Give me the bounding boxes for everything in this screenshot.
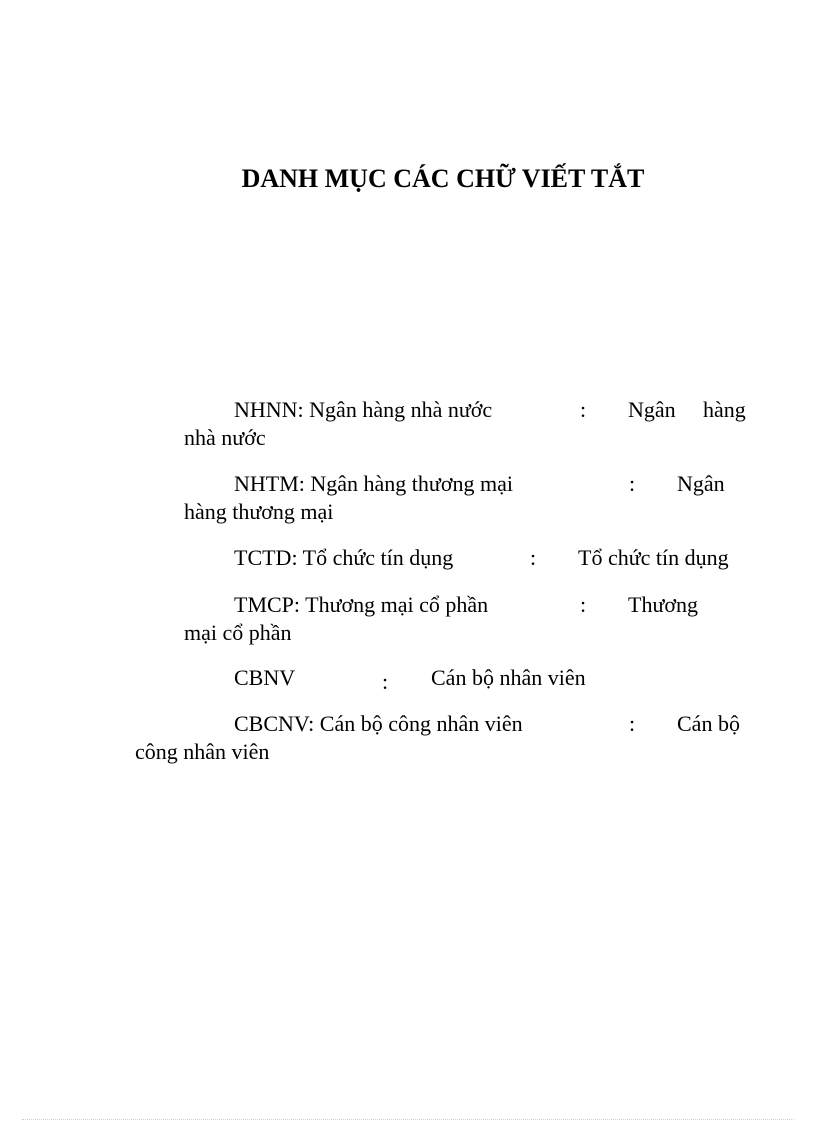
entry-abbr-text: CBNV [234, 665, 296, 690]
entry-abbr-text: TMCP: Thương mại cổ phần [234, 592, 489, 617]
page-title: DANH MỤC CÁC CHỮ VIẾT TẮT [241, 164, 645, 193]
entry-colon: : [629, 711, 636, 736]
abbreviation-entry-nhnn [0, 396, 816, 456]
entry-meaning-text: hàng [703, 397, 746, 422]
entry-abbr-text: NHTM: Ngân hàng thương mại [234, 471, 513, 496]
entry-colon: : [580, 397, 587, 422]
entry-colon: : [580, 592, 587, 617]
entry-meaning-text: Cán bộ [677, 711, 740, 736]
entry-abbr-text: NHNN: Ngân hàng nhà nước [234, 397, 493, 422]
entry-meaning-continued: nhà nước [184, 425, 266, 450]
abbreviation-entry-tmcp [0, 591, 816, 651]
entry-meaning-text: Ngân [677, 471, 725, 496]
entry-meaning-text: Tổ chức tín dụng [578, 545, 729, 570]
entry-meaning-continued: mại cổ phần [184, 620, 292, 645]
abbreviation-entry-tctd [0, 544, 816, 574]
entry-meaning-continued: công nhân viên [135, 739, 270, 764]
entry-meaning-text: Ngân [628, 397, 676, 422]
entry-abbr-text: TCTD: Tổ chức tín dụng [234, 545, 454, 570]
entry-abbr-text: CBCNV: Cán bộ công nhân viên [234, 711, 523, 736]
abbreviation-entry-cbnv [0, 664, 816, 694]
entry-meaning-continued: hàng thương mại [184, 499, 334, 524]
entry-meaning-text: Cán bộ nhân viên [431, 665, 586, 690]
page-bottom-divider [22, 1119, 794, 1120]
entry-colon: : [629, 471, 636, 496]
entry-colon: : [382, 669, 389, 694]
entry-meaning-text: Thương [628, 592, 698, 617]
abbreviation-entry-cbcnv [0, 710, 816, 770]
abbreviation-entry-nhtm [0, 470, 816, 530]
entry-colon: : [530, 545, 537, 570]
